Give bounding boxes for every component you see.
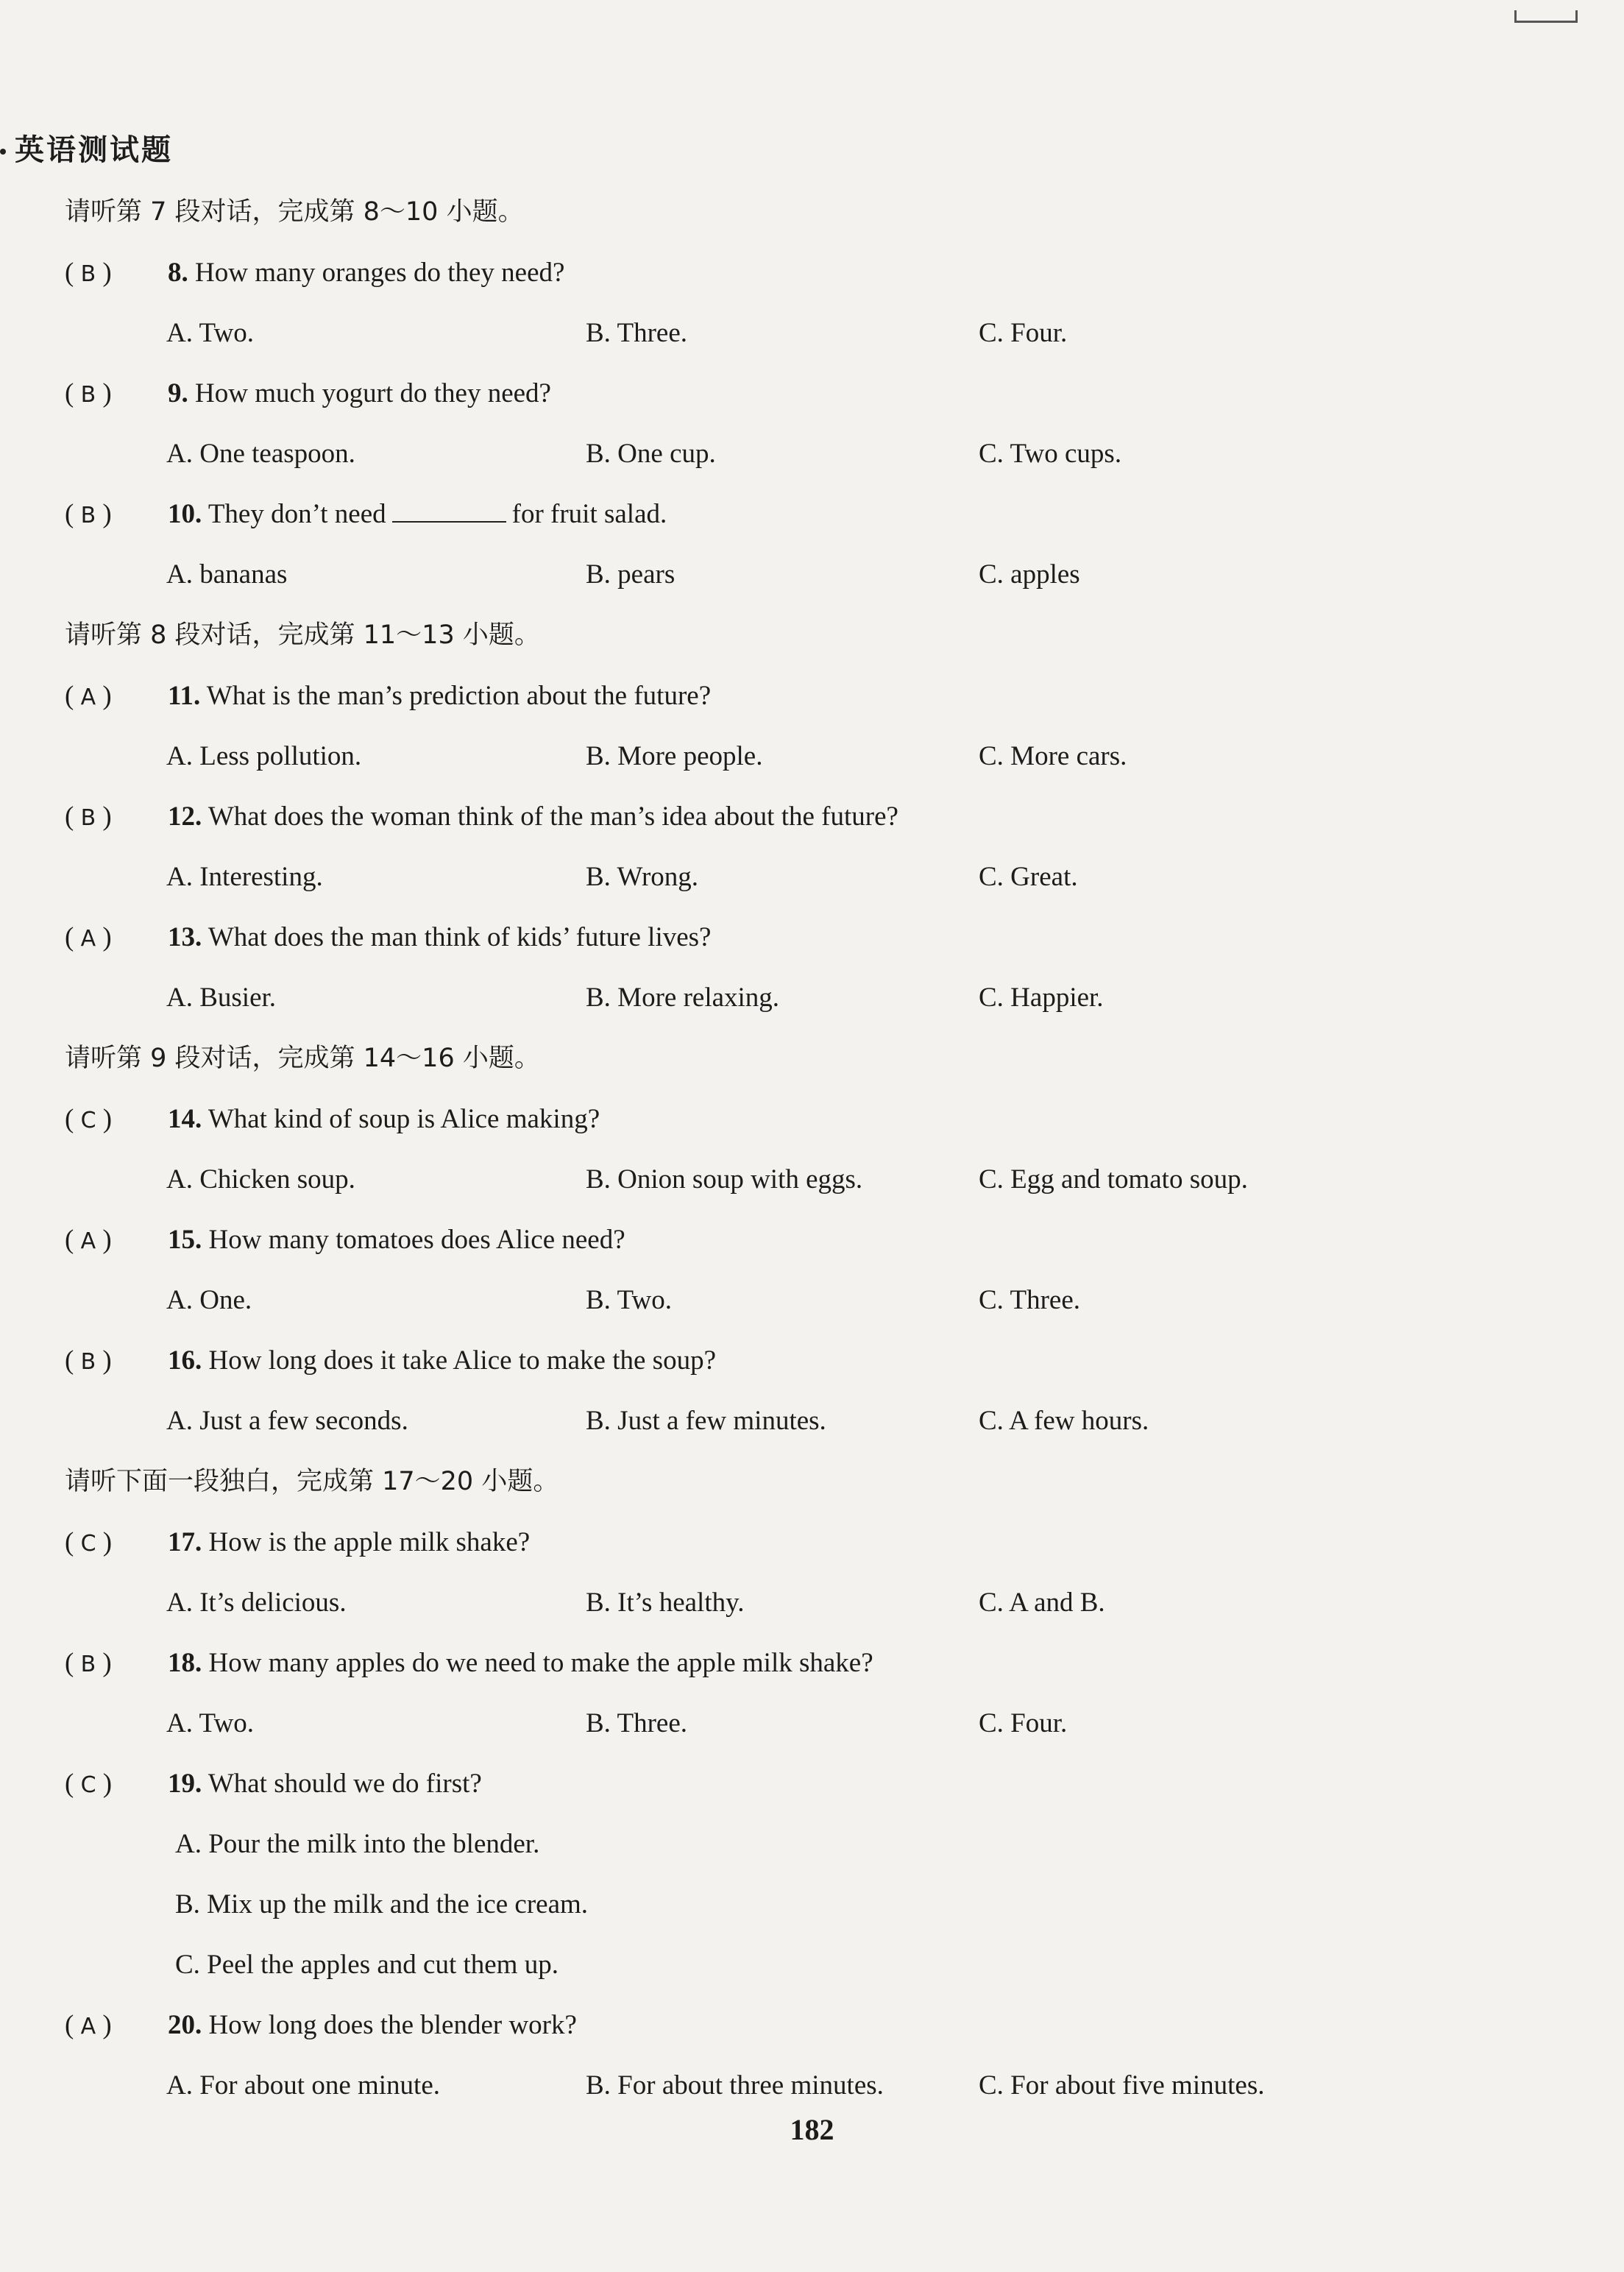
section-instruction: 请听第 7 段对话，完成第 8～10 小题。 [65, 197, 524, 227]
question-text: How long does the blender work? [202, 2010, 577, 2040]
question-number: 11. [168, 681, 201, 711]
question-text: for fruit salad. [511, 499, 667, 529]
question-line [65, 1641, 1463, 1702]
answer-bracket: ( A ) [65, 922, 112, 952]
question-text: How many apples do we need to make the apple milk shake? [202, 1648, 873, 1678]
options-row [65, 1278, 1463, 1339]
answer-bracket: ( C ) [65, 1527, 113, 1557]
option-c: C. Great. [979, 862, 1078, 892]
question-text: What does the man think of kids’ future lives? [202, 922, 712, 952]
answer-letter: C [80, 1108, 96, 1133]
question-number: 14. [168, 1104, 202, 1134]
answer-letter: C [80, 1772, 96, 1798]
option-b: B. Wrong. [586, 862, 699, 892]
option-c: C. Three. [979, 1285, 1081, 1315]
question-number: 16. [168, 1345, 202, 1376]
question-number: 18. [168, 1648, 202, 1678]
option-c: C. Four. [979, 318, 1068, 348]
option-a: A. Busier. [166, 983, 277, 1013]
option-b: B. Just a few minutes. [586, 1406, 826, 1436]
option-c: C. apples [979, 559, 1080, 590]
question-number: 10. [168, 499, 202, 529]
answer-bracket: ( B ) [65, 378, 112, 408]
answer-bracket: ( B ) [65, 801, 112, 832]
answer-bracket: ( A ) [65, 2010, 112, 2040]
option-a: A. Two. [166, 1708, 255, 1738]
answer-letter: C [80, 1531, 96, 1557]
option-b: B. For about three minutes. [586, 2070, 884, 2101]
question-text: How long does it take Alice to make the soup? [202, 1345, 716, 1376]
section-instruction: 请听第 8 段对话，完成第 11～13 小题。 [65, 620, 540, 650]
answer-bracket: ( B ) [65, 258, 112, 288]
question-line [65, 1521, 1463, 1581]
option-b: B. Three. [586, 1708, 688, 1738]
options-row [65, 735, 1463, 795]
question-text: What kind of soup is Alice making? [202, 1104, 600, 1134]
question-number: 12. [168, 801, 202, 832]
option-b: B. Three. [586, 318, 688, 348]
option-b: B. Onion soup with eggs. [586, 1164, 863, 1195]
option-c: C. A and B. [979, 1588, 1105, 1618]
option-b: B. One cup. [586, 439, 716, 469]
question-number: 13. [168, 922, 202, 952]
option-a: A. Just a few seconds. [166, 1406, 408, 1436]
option-a: A. For about one minute. [166, 2070, 441, 2101]
answer-letter: B [80, 1652, 96, 1677]
answer-letter: A [80, 926, 96, 952]
answer-letter: B [80, 503, 96, 528]
question-number: 19. [168, 1769, 202, 1799]
option-c: C. More cars. [979, 741, 1127, 771]
options-row [65, 432, 1463, 492]
option-b: B. More people. [586, 741, 763, 771]
answer-letter: B [80, 261, 96, 287]
question-text: What is the man’s prediction about the future? [200, 681, 712, 711]
question-number: 9. [168, 378, 188, 408]
answer-letter: A [80, 1228, 96, 1254]
header-title: 英语测试题 [15, 133, 173, 167]
options-row [65, 311, 1463, 372]
option-line: C. Peel the apples and cut them up. [175, 1950, 559, 1980]
answer-bracket: ( A ) [65, 1225, 112, 1255]
answer-bracket: ( B ) [65, 499, 112, 529]
options-row [65, 1581, 1463, 1641]
question-text: They don’t need [202, 499, 386, 529]
page-header [0, 127, 173, 169]
question-line [65, 2003, 1463, 2064]
question-line [65, 674, 1463, 735]
question-number: 17. [168, 1527, 202, 1557]
options-row [65, 855, 1463, 916]
option-a: A. Interesting. [166, 862, 323, 892]
corner-mark [1514, 10, 1578, 23]
answer-letter: B [80, 805, 96, 831]
option-c: C. Egg and tomato soup. [979, 1164, 1248, 1195]
option-line: B. Mix up the milk and the ice cream. [175, 1889, 589, 1919]
question-text: How many oranges do they need? [188, 258, 565, 288]
question-text: How is the apple milk shake? [202, 1527, 531, 1557]
options-row [65, 553, 1463, 613]
question-line [65, 916, 1463, 976]
option-b: B. Two. [586, 1285, 672, 1315]
question-number: 8. [168, 258, 188, 288]
question-line [65, 1097, 1463, 1158]
options-row [65, 1399, 1463, 1459]
answer-bracket: ( C ) [65, 1104, 113, 1134]
options-row [65, 976, 1463, 1036]
option-b: B. More relaxing. [586, 983, 780, 1013]
answer-letter: A [80, 2014, 96, 2039]
option-a: A. Chicken soup. [166, 1164, 355, 1195]
answer-bracket: ( B ) [65, 1345, 112, 1376]
option-b: B. It’s healthy. [586, 1588, 745, 1618]
question-line [65, 1218, 1463, 1278]
option-c: C. Four. [979, 1708, 1068, 1738]
option-a: A. One. [166, 1285, 252, 1315]
option-c: C. Happier. [979, 983, 1104, 1013]
question-number: 15. [168, 1225, 202, 1255]
section-instruction: 请听第 9 段对话，完成第 14～16 小题。 [65, 1044, 540, 1073]
answer-bracket: ( C ) [65, 1769, 113, 1799]
option-b: B. pears [586, 559, 676, 590]
question-line [65, 1339, 1463, 1399]
answer-letter: B [80, 1349, 96, 1375]
question-text: What should we do first? [202, 1769, 482, 1799]
question-text: What does the woman think of the man’s idea about the future? [202, 801, 898, 832]
question-text: How much yogurt do they need? [188, 378, 551, 408]
section-instruction: 请听下面一段独白，完成第 17～20 小题。 [65, 1467, 559, 1496]
options-row [65, 1702, 1463, 1762]
answer-bracket: ( B ) [65, 1648, 112, 1678]
option-c: C. A few hours. [979, 1406, 1149, 1436]
option-c: C. For about five minutes. [979, 2070, 1265, 2101]
options-row [65, 1158, 1463, 1218]
answer-bracket: ( A ) [65, 681, 112, 711]
question-line [65, 795, 1463, 855]
bullet-dot [0, 149, 6, 155]
answer-blank [392, 499, 506, 523]
question-line [65, 1762, 1463, 1822]
question-line [65, 492, 1463, 553]
option-a: A. Two. [166, 318, 255, 348]
question-list [65, 190, 1463, 2124]
option-c: C. Two cups. [979, 439, 1122, 469]
option-line: A. Pour the milk into the blender. [175, 1829, 540, 1859]
option-a: A. bananas [166, 559, 288, 590]
answer-letter: B [80, 382, 96, 408]
answer-letter: A [80, 684, 96, 710]
option-a: A. One teaspoon. [166, 439, 355, 469]
question-line [65, 251, 1463, 311]
option-a: A. It’s delicious. [166, 1588, 347, 1618]
question-text: How many tomatoes does Alice need? [202, 1225, 625, 1255]
question-line [65, 372, 1463, 432]
question-number: 20. [168, 2010, 202, 2040]
page-number: 182 [790, 2113, 834, 2146]
option-a: A. Less pollution. [166, 741, 362, 771]
